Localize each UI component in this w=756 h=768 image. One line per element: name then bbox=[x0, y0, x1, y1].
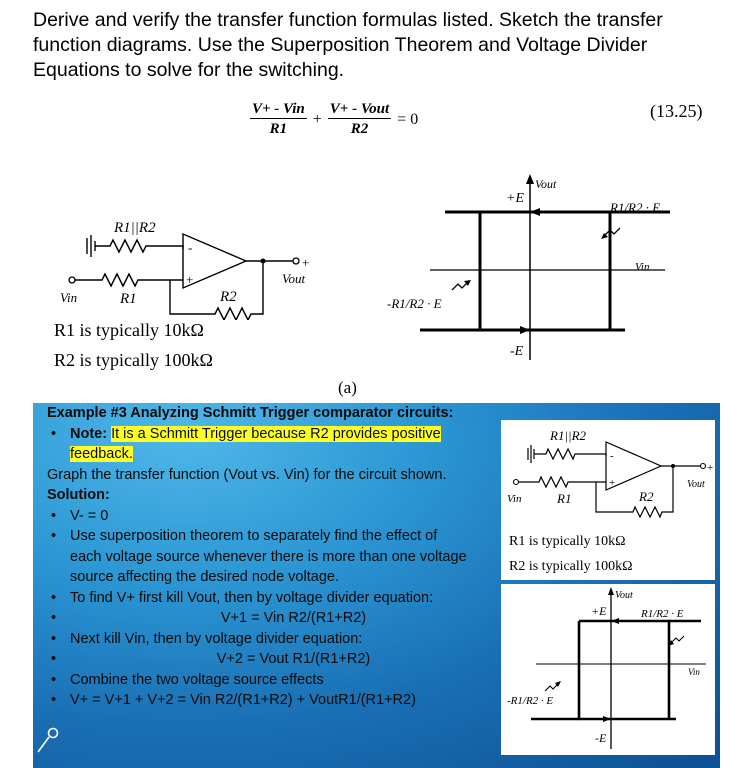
pen-tool-icon[interactable] bbox=[35, 725, 61, 755]
label-plus-e: +E bbox=[506, 191, 524, 206]
equation-v-plus-2 bbox=[47, 649, 517, 670]
term2-denominator: R2 bbox=[350, 121, 369, 137]
lower-threshold-label: -R1/R2 · E bbox=[387, 296, 442, 311]
term2-numerator: V+ - Vout bbox=[329, 101, 390, 117]
slide-label-minus-e: -E bbox=[595, 731, 607, 745]
slide-upper-threshold: R1/R2 · E bbox=[641, 608, 684, 620]
slide-label-r2: R2 bbox=[639, 489, 654, 504]
note-r1-typical: R1 is typically 10kΩ bbox=[54, 320, 204, 340]
slide-lower-threshold: -R1/R2 · E bbox=[507, 695, 554, 707]
equation-13-25 bbox=[250, 100, 420, 139]
label-minus-e: -E bbox=[510, 344, 524, 359]
slide-hysteresis-figure bbox=[501, 584, 715, 755]
note-bullet bbox=[47, 424, 517, 445]
equation-v-plus-1 bbox=[47, 608, 517, 629]
schmitt-circuit-diagram bbox=[50, 210, 340, 320]
equation-plus: + bbox=[312, 110, 322, 128]
label-r1: R1 bbox=[120, 291, 137, 307]
equation-number: (13.25) bbox=[650, 101, 703, 121]
slide-label-vin-axis: Vin bbox=[688, 667, 700, 677]
solution-bullet-2-line-3: source affecting the desired node voltage. bbox=[70, 569, 339, 585]
slide-label-vin: Vin bbox=[507, 493, 522, 505]
label-r1r2: R1||R2 bbox=[114, 220, 156, 236]
label-vin-axis: Vin bbox=[635, 261, 650, 273]
resistor-r1r2-icon bbox=[95, 240, 183, 252]
slide-title: Example #3 Analyzing Schmitt Trigger comparator circuits: bbox=[47, 405, 454, 421]
equation-term-2 bbox=[328, 100, 391, 139]
slide-label-r1: R1 bbox=[557, 491, 572, 506]
slide-output-plus: + bbox=[707, 462, 714, 474]
note-highlight-1: It is a Schmitt Trigger because R2 provides positive bbox=[111, 425, 441, 442]
solution-bullet-3: • To find V+ first kill Vout, then by voltage divider equation: bbox=[47, 588, 517, 609]
instructions-paragraph bbox=[33, 8, 733, 83]
note-line-2 bbox=[47, 444, 517, 465]
label-vout: Vout bbox=[282, 271, 306, 286]
graph-instruction: Graph the transfer function (Vout vs. Vin) for the circuit shown. bbox=[47, 466, 447, 483]
hysteresis-diagram bbox=[380, 170, 680, 370]
slide-text-column bbox=[47, 403, 517, 711]
slide-note-r1: R1 is typically 10kΩ bbox=[509, 534, 626, 549]
solution-bullet-2: • Use superposition theorem to separately find the effect of bbox=[47, 526, 517, 547]
ground-symbol-icon bbox=[87, 235, 95, 257]
slide-opamp-plus: + bbox=[609, 477, 616, 489]
slide-label-vout-axis: Vout bbox=[615, 590, 633, 601]
label-r2: R2 bbox=[220, 289, 237, 305]
solution-label: Solution: bbox=[47, 487, 110, 503]
term1-numerator: V+ - Vin bbox=[252, 101, 305, 117]
slide-label-r1r2: R1||R2 bbox=[550, 428, 587, 443]
note-label: Note: bbox=[70, 425, 108, 442]
instructions-line-3: Equations to solve for the switching. bbox=[33, 59, 345, 81]
solution-bullet-1: • V- = 0 bbox=[47, 506, 517, 527]
label-vout-axis: Vout bbox=[535, 177, 557, 191]
eq1-text: V+1 = Vin R2/(R1+R2) bbox=[220, 610, 367, 626]
op-amp-minus: - bbox=[188, 240, 193, 255]
solution-bullet-4: • Next kill Vin, then by voltage divider equation: bbox=[47, 629, 517, 650]
solution-bullet-2-line-2: each voltage source whenever there is more than one voltage bbox=[70, 548, 467, 565]
eq2-text: V+2 = Vout R1/(R1+R2) bbox=[216, 651, 371, 667]
equation-term-1 bbox=[250, 100, 307, 139]
slide-note-r2: R2 is typically 100kΩ bbox=[509, 559, 633, 574]
resistor-r1-icon bbox=[75, 274, 183, 286]
figure-caption: (a) bbox=[338, 378, 357, 397]
slide-opamp-minus: - bbox=[610, 450, 614, 462]
example-slide bbox=[33, 403, 720, 768]
solution-bullet-6: • V+ = V+1 + V+2 = Vin R2/(R1+R2) + VoutR1/(R1+R2) bbox=[47, 690, 517, 711]
slide-label-plus-e: +E bbox=[591, 604, 607, 618]
term1-denominator: R1 bbox=[269, 121, 288, 137]
equation-rhs: = 0 bbox=[397, 110, 419, 128]
output-plus: + bbox=[302, 255, 310, 270]
note-r2-typical: R2 is typically 100kΩ bbox=[54, 350, 213, 370]
slide-circuit-figure bbox=[501, 420, 715, 580]
slide-circuit-diagram bbox=[501, 420, 715, 580]
slide-hysteresis-diagram bbox=[501, 584, 715, 755]
slide-label-vout: Vout bbox=[687, 479, 705, 490]
upper-threshold-label: R1/R2 · E bbox=[610, 200, 661, 215]
label-vin: Vin bbox=[60, 290, 78, 305]
instructions-line-2: function diagrams. Use the Superposition Theorem and Voltage Divider bbox=[33, 34, 648, 56]
solution-bullet-5: • Combine the two voltage source effects bbox=[47, 670, 517, 691]
instructions-line-1: Derive and verify the transfer function formulas listed. Sketch the transfer bbox=[33, 9, 663, 31]
op-amp-plus: + bbox=[186, 272, 194, 287]
note-highlight-2: feedback. bbox=[70, 446, 133, 462]
